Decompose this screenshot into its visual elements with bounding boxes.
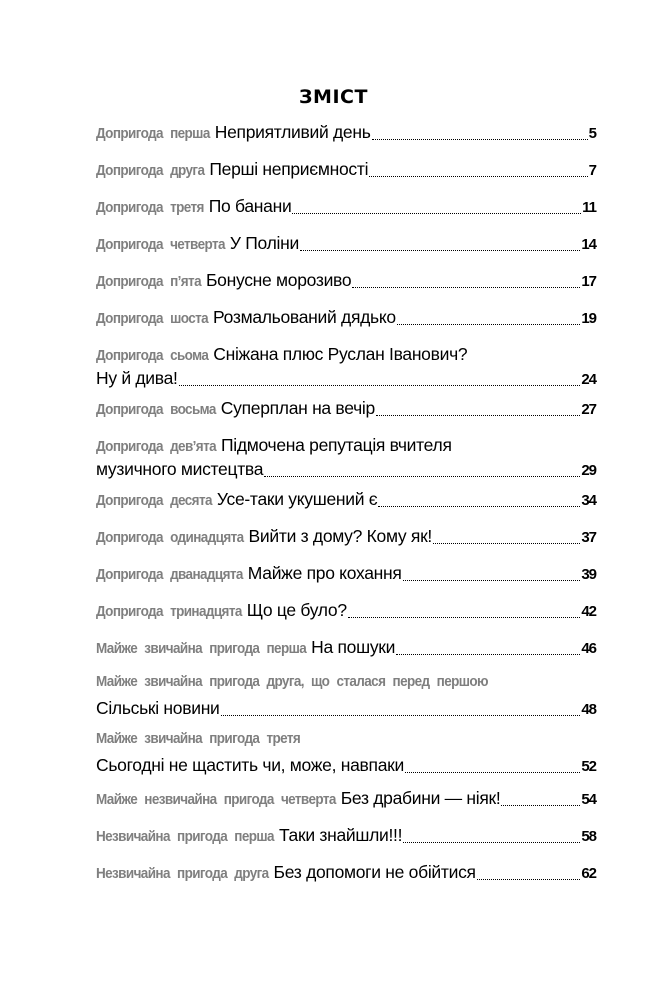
page-title: ЗМІСТ — [299, 86, 368, 108]
page-number: 19 — [581, 310, 596, 327]
page-number: 5 — [588, 125, 596, 142]
entry-label: Незвичайна пригода друга — [96, 864, 269, 881]
entry-title: Таки знайшли!!! — [278, 825, 403, 845]
entry-title-continued: музичного мистецтва — [96, 459, 264, 479]
page-number: 62 — [581, 865, 596, 882]
page-number: 17 — [581, 273, 596, 290]
toc-entry[interactable] — [96, 122, 596, 146]
toc-entry[interactable] — [96, 270, 596, 294]
dot-leader — [292, 204, 581, 214]
toc-entry[interactable] — [96, 489, 596, 513]
toc-entry[interactable] — [96, 563, 596, 587]
dot-leader — [433, 534, 580, 544]
dot-leader — [501, 796, 580, 806]
toc-entry[interactable] — [96, 435, 596, 483]
entry-title-continued: Сьогодні не щастить чи, може, навпаки — [96, 755, 404, 775]
page-number: 7 — [588, 162, 596, 179]
toc-entry[interactable] — [96, 600, 596, 624]
entry-title: Усе-таки укушений є — [216, 489, 378, 509]
entry-title-continued: Ну й дива! — [96, 368, 178, 388]
page-number: 46 — [581, 640, 596, 657]
entry-title: Бонусне морозиво — [205, 270, 352, 290]
entry-title: На пошуки — [311, 637, 396, 657]
toc-entry[interactable] — [96, 825, 596, 849]
dot-leader — [179, 376, 581, 386]
dot-leader — [264, 467, 580, 477]
page-number: 58 — [581, 828, 596, 845]
entry-label: Допригода десята — [96, 491, 212, 508]
toc-entry[interactable] — [96, 637, 596, 661]
entry-label: Майже звичайна пригода друга, що сталася перед першою — [96, 672, 488, 689]
page-number: 11 — [582, 199, 596, 216]
entry-label: Допригода сьома — [96, 346, 209, 363]
dot-leader — [403, 571, 581, 581]
entry-label: Допригода дванадцята — [96, 565, 243, 582]
entry-label: Допригода третя — [96, 198, 204, 215]
entry-label: Майже звичайна пригода третя — [96, 729, 301, 746]
entry-title: Що це було? — [246, 600, 347, 620]
entry-title: Підмочена репутація вчителя — [221, 435, 452, 455]
toc-entry[interactable] — [96, 159, 596, 183]
toc-entry[interactable] — [96, 307, 596, 331]
dot-leader — [369, 167, 587, 177]
page-number: 42 — [581, 603, 596, 620]
toc-entry[interactable] — [96, 731, 596, 779]
toc-entry[interactable] — [96, 526, 596, 550]
dot-leader — [405, 763, 580, 773]
toc-entry[interactable] — [96, 344, 596, 392]
page-number: 39 — [581, 566, 596, 583]
page-number: 27 — [581, 401, 596, 418]
dot-leader — [397, 315, 580, 325]
entry-label: Майже незвичайна пригода четверта — [96, 790, 336, 807]
dot-leader — [477, 870, 581, 880]
toc-entry[interactable] — [96, 862, 596, 886]
entry-title: Без допомоги не обійтися — [273, 862, 476, 882]
entry-title: У Поліни — [229, 233, 299, 253]
entry-label: Допригода восьма — [96, 400, 216, 417]
dot-leader — [221, 706, 581, 716]
entry-label: Допригода четверта — [96, 235, 225, 252]
dot-leader — [403, 833, 580, 843]
toc-entry[interactable] — [96, 398, 596, 422]
dot-leader — [352, 278, 580, 288]
entry-label: Допригода одинадцята — [96, 528, 244, 545]
entry-title: Розмальований дядько — [213, 307, 396, 327]
entry-title: По банани — [208, 196, 292, 216]
entry-label: Допригода шоста — [96, 309, 209, 326]
page-number: 34 — [581, 492, 596, 509]
entry-label: Допригода дев’ята — [96, 437, 216, 454]
entry-title: Вийти з дому? Кому як! — [248, 526, 432, 546]
entry-title: Перші неприємності — [209, 159, 369, 179]
entry-label: Допригода тринадцята — [96, 602, 242, 619]
page-number: 29 — [581, 462, 596, 479]
entry-label: Допригода перша — [96, 124, 210, 141]
dot-leader — [376, 406, 580, 416]
entry-title: Неприятливий день — [214, 122, 371, 142]
dot-leader — [372, 130, 588, 140]
toc-entry[interactable] — [96, 196, 596, 220]
toc-entry[interactable] — [96, 788, 596, 812]
toc-entry[interactable] — [96, 674, 596, 722]
entry-label: Допригода п’ята — [96, 272, 201, 289]
page-number: 24 — [581, 371, 596, 388]
entry-title: Майже про кохання — [247, 563, 402, 583]
entry-title: Без драбини — ніяк! — [340, 788, 501, 808]
page-number: 48 — [581, 701, 596, 718]
entry-title-continued: Сільські новини — [96, 698, 220, 718]
entry-label: Майже звичайна пригода перша — [96, 639, 307, 656]
entry-title: Суперплан на вечір — [220, 398, 375, 418]
dot-leader — [396, 645, 580, 655]
page-number: 37 — [581, 529, 596, 546]
dot-leader — [348, 608, 581, 618]
toc-entry[interactable] — [96, 233, 596, 257]
page-number: 14 — [581, 236, 596, 253]
dot-leader — [378, 497, 580, 507]
page-number: 54 — [581, 791, 596, 808]
entry-title: Сніжана плюс Руслан Іванович? — [213, 344, 468, 364]
dot-leader — [300, 241, 580, 251]
entry-label: Незвичайна пригода перша — [96, 827, 274, 844]
page-number: 52 — [581, 758, 596, 775]
entry-label: Допригода друга — [96, 161, 205, 178]
